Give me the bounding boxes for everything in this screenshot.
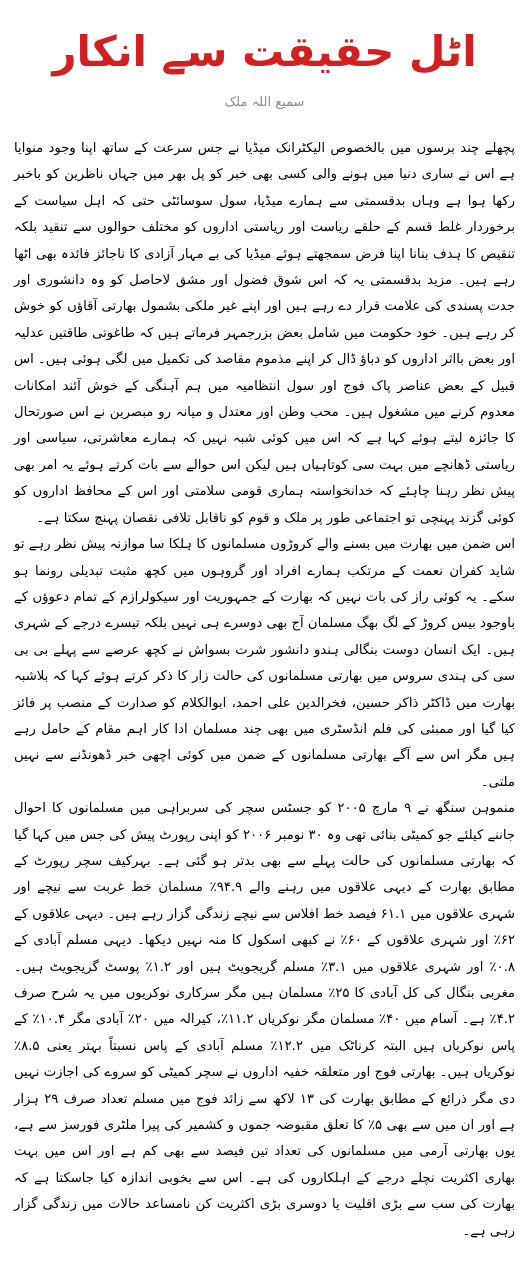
paragraph-1: پچھلے چند برسوں میں بالخصوص الیکٹرانک میڈیا نے جس سرعت کے ساتھ اپنا وجود منوایا ہے اس نے ساری دنیا میں ہونے والی کسی بھی خبر کو پل بھر میں جہاں ناظرین کو باخبر رکھا ہوا ہے وہاں بدقسمتی سے ہمارے میڈیا، سول سوسائٹی حتی کہ اہل سیاست کے برخوردار غلط قسم کے حلقے ریاست اور ریاستی اداروں کو مختلف حوالوں سے تنقید بلکہ تنقیص کا ہدف بنانا اپنا فرض سمجھتے ہوئے میڈیا کی بے مہار آزادی کا ناجائز فائدہ بھی اٹھا رہے ہیں۔ مزید بدقسمتی یہ کہ اس شوق فضول اور مشق لاحاصل کو وہ دانشوری اور جدت پسندی کی علامت قرار دے رہے ہیں اور اپنے غیر ملکی بشمول بھارتی آقاؤں کو خوش کر رہے ہیں۔ خود حکومت میں شامل بعض بزرجمہر فرماتے ہیں کہ طاغوتی طاقتیں عدلیہ اور بعض بااثر اداروں کو دباؤ ڈال کر اپنے مذموم مقاصد کی تکمیل میں لگی ہوئی ہیں۔ اس قبیل کے بعض عناصر پاک فوج اور سول انتظامیہ میں ہم آہنگی کے خوش آئند امکانات معدوم کرنے میں مشغول ہیں۔ محب وطن اور معتدل و میانہ رو مبصرین نے اس صورتحال کا جائزہ لیتے ہوئے کہا ہے کہ اس میں کوئی شبہ نہیں کہ ہمارے معاشرتی، سیاسی اور ریاستی ڈھانچے میں بہت سی کوتاہیاں ہیں لیکن اس حوالے سے بات کرتے ہوئے یہ امر بھی پیش نظر رہنا چاہئے کہ خدانخواستہ ہماری قومی سلامتی اور اس کے محافظ اداروں کو کوئی گزند پہنچی تو اجتماعی طور پر ملک و قوم کو ناقابل تلافی نقصان پہنچ سکتا ہے۔ xyxy=(14,141,515,526)
author-byline: سمیع اللہ ملک xyxy=(224,95,305,110)
article-page xyxy=(0,22,529,1280)
article-title: اٹل حقیقت سے انکار xyxy=(52,27,477,76)
paragraph-3: منموہن سنگھ نے ۹ مارچ ۲۰۰۵ کو جسٹس سچر کی سربراہی میں مسلمانوں کا احوال جاننے کیلئے جو کمیٹی بنائی تھی وہ ۳۰ نومبر ۲۰۰۶ کو اپنی رپورٹ پیش کی جس میں کہا گیا کہ بھارتی مسلمانوں کی حالت پہلے سے بھی بدتر ہو گئی ہے۔ بہرکیف سچر رپورٹ کے مطابق بھارت کے دیہی علاقوں میں رہنے والے ۹۴.۹٪ مسلمان خط غربت سے نیچے اور شہری علاقوں میں ۶۱.۱ فیصد خط افلاس سے نیچے زندگی گزار رہے ہیں۔ دیہی علاقوں کے ۶۲٪ اور شہری علاقوں کے ۶۰٪ نے کبھی اسکول کا منہ نہیں دیکھا۔ دیہی مسلم آبادی کے ۰.۸٪ اور شہری علاقوں میں ۳.۱٪ مسلم گریجویٹ ہیں اور ۱.۲٪ پوسٹ گریجویٹ ہیں۔ مغربی بنگال کی کل آبادی کا ۲۵٪ مسلمان ہیں مگر سرکاری نوکریوں میں یہ شرح صرف ۴.۲٪ ہے۔ آسام میں ۴۰٪ مسلمان مگر نوکریاں ۱۱.۲٪، کیرالہ میں ۲۰٪ آبادی مگر ۱۰.۴٪ کے پاس نوکریاں ہیں البتہ کرناٹک میں ۱۲.۲٪ مسلم آبادی کے پاس نسبتاً بہتر یعنی ۸.۵٪ نوکریاں ہیں۔ بھارتی فوج اور متعلقہ خفیہ اداروں نے سچر کمیٹی کو سروے کی اجازت نہیں دی مگر ذرائع کے مطابق بھارت کی ۱۳ لاکھ سے زائد فوج میں مسلم تعداد صرف ۲۹ ہزار ہے اور ان میں سے بھی ۵٪ کا تعلق مقبوضہ جموں و کشمیر کی پیرا ملٹری فورسز سے ہے، یوں بھارتی آرمی میں مسلمانوں کی تعداد تین فیصد سے بھی کم ہے اور اس میں بہت بھاری اکثریت نچلے درجے کے اہلکاروں کی ہے۔ اس سے بخوبی اندازہ کیا جاسکتا ہے کہ بھارت کی سب سے بڑی اقلیت یا دوسری بڑی اکثریت کن نامساعد حالات میں زندگی گزار رہی ہے۔ xyxy=(14,801,516,1239)
paragraph-2: اس ضمن میں بھارت میں بسنے والے کروڑوں مسلمانوں کا ہلکا سا موازنہ پیش نظر رہے تو شاید کفران نعمت کے مرتکب ہمارے افراد اور گروہوں میں کچھ مثبت تبدیلی رونما ہو سکے۔ یہ کوئی راز کی بات نہیں کہ بھارت کے جمہوریت اور سیکولرازم کے تمام دعوؤں کے باوجود بیس کروڑ کے لگ بھگ مسلمان آج بھی دوسرے ہی نہیں بلکہ تیسرے درجے کے شہری ہیں۔ ایک انسان دوست بنگالی ہندو دانشور شرت بسواش نے کچھ عرصے سے پہلے بی بی سی کی ہندی سروس میں بھارتی مسلمانوں کی حالت زار کا ذکر کرتے ہوئے کہا کہ بلاشبہ بھارت میں ڈاکٹر ذاکر حسین، فخرالدین علی احمد، ابوالکلام کو صدارت کے منصب پر فائز کیا گیا اور ممبئی کی فلم انڈسٹری میں بھی چند مسلمان ادا کار اہم مقام کے حامل رہے ہیں مگر اس سے آگے بھارتی مسلمانوں کے ضمن میں کوئی اچھی خبر ڈھونڈنے سے نہیں ملتی۔ xyxy=(14,537,515,790)
article-body xyxy=(14,136,515,1245)
